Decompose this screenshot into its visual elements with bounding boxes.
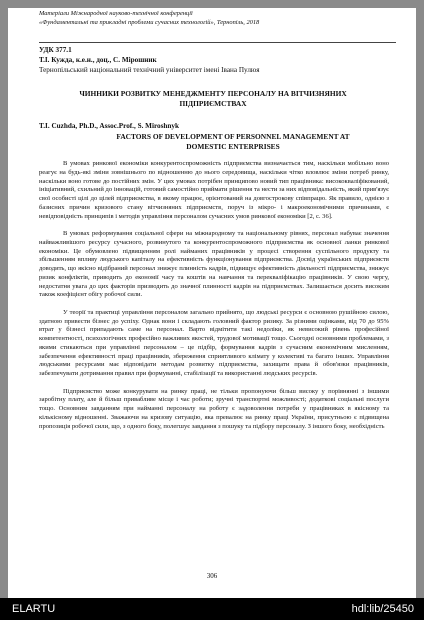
conference-header-line-2: «Фундаментальні та прикладні проблеми сучасних технологій», Тернопіль, 2018 bbox=[39, 18, 260, 26]
repository-name: ELARTU bbox=[12, 603, 56, 615]
udc-code: УДК 377.1 bbox=[39, 46, 72, 54]
body-paragraph: В умовах ринкової економіки конкурентоспроможність підприємства визначається тим, наскільки мобільно воно реагує на будь-які зміни зовнішнього по відношенню до нього середовища, наскільки чітко вловлює зміни потреб ринку, наскільки воно готове до постійних змін. У цих умовах потрібен принципово новий тип працівника: висококваліфікований, ініціативний, схильний до інновацій, готовий самостійно приймати рішення та нести за них відповідальність, який прив'язує свої особисті цілі до цілей підприємства, в якому працює, орієнтований на довгострокову співпрацю. Як правило, однією з базисних причин кризового стану вітчизняних підприємств, поруч із мікро- і макроекономічними причинами, є невідповідність принципів і методів управління персоналом сучасних умов ринкової економіки [2, с. 36]. bbox=[39, 160, 389, 220]
article-title-en: FACTORS OF DEVELOPMENT OF PERSONNEL MANAGEMENT AT DOMESTIC ENTERPRISES bbox=[116, 132, 350, 151]
article-title-ua: ЧИННИКИ РОЗВИТКУ МЕНЕДЖМЕНТУ ПЕРСОНАЛУ НА ВІТЧИЗНЯНИХ ПІДПРИЄМСТВАХ bbox=[79, 89, 347, 108]
authors-ua: Т.І. Кужда, к.е.н., доц., С. Мірошник bbox=[39, 55, 157, 64]
body-paragraph: В умовах реформування соціальної сфери на міжнародному та національному рівнях, персонал набуває значення найважливішого ресурсу сучасного, розвинутого та конкурентоспроможного підприємства як основної ланки ринкової економіки. Це обумовлено підвищенням ролі найманих працівників у процесі створення суспільного продукту та збільшенням впливу людського капіталу на ефективність функціонування підприємства. Досвід українських підприємств доводить, що якісно відібраний персонал знижує плинність кадрів, підвищує ефективність діяльності підприємства, знижує ризик конфліктів, приводить до економії часу та коштів на навчання та перекваліфікацію працівників. У свою чергу, недостатня увага до цих факторів призводить до значної плинності кадрів на підприємствах. Залишається досить високим також коефіцієнт обігу робочої сили. bbox=[39, 230, 389, 299]
university-affiliation: Тернопільський національний технічний університет імені Івана Пулюя bbox=[39, 66, 260, 74]
conference-header bbox=[39, 10, 389, 27]
conference-header-line-1: Матеріали Міжнародної науково-технічної конференції bbox=[39, 10, 193, 17]
body-paragraph: Підприємство може конкурувати на ринку праці, не тільки пропонуючи більш високу у порівнянні з іншими заробітну плату, але й більш привабливе місце і час роботи; зручні транспортні можливості; додаткові соціальні послуги тощо. Основним завданням при найманні персоналу на роботу є задоволення потреби у працівниках в якісному та кількісному відношенні. Зважаючи на кризову ситуацію, яка превалює на ринку праці України, присутньою є підвищена пропозиція робочої сили, що, з одного боку, полегшує завдання з пошуку та підбору персоналу. З іншого боку, необхідність bbox=[39, 387, 389, 430]
article-body bbox=[39, 160, 389, 440]
page-number: 306 bbox=[206, 572, 218, 580]
udc-block bbox=[39, 46, 157, 65]
authors-en: T.I. Cuzhda, Ph.D., Assoc.Prof., S. Miroshnyk bbox=[39, 122, 179, 130]
body-paragraph: У теорії та практиці управління персоналом загально прийнято, що людські ресурси є основною рушійною силою, здатною привести бізнес до успіху. Однак вони і складають головний фактор ризику. За різними оцінками, від 70 до 95% втрат у бізнесі припадають саме на персонал. Варто відмітити такі недоліки, як невисокий рівень професійної компетентності, психологічних професійно важливих якостей, трудової мотивації тощо. Сьогодні основними проблемами, з якими стикаються при управлінні персоналом – це підбір, формування кадрів з сучасним економічним мисленням, забезпечення ефективності праці працівників, збереження сприятливого клімату у колективі та багато інших. Управління людськими ресурсами має відповідати методам розвитку підприємства, захищати права й обов'язки працівників, забезпечувати дотримання правил при формуванні, стабілізації та використанні людських ресурсів. bbox=[39, 308, 389, 377]
document-page bbox=[8, 8, 416, 598]
header-divider bbox=[39, 42, 396, 43]
repository-footer-bar bbox=[0, 598, 424, 620]
handle-identifier: hdl:lib/25450 bbox=[351, 603, 414, 615]
